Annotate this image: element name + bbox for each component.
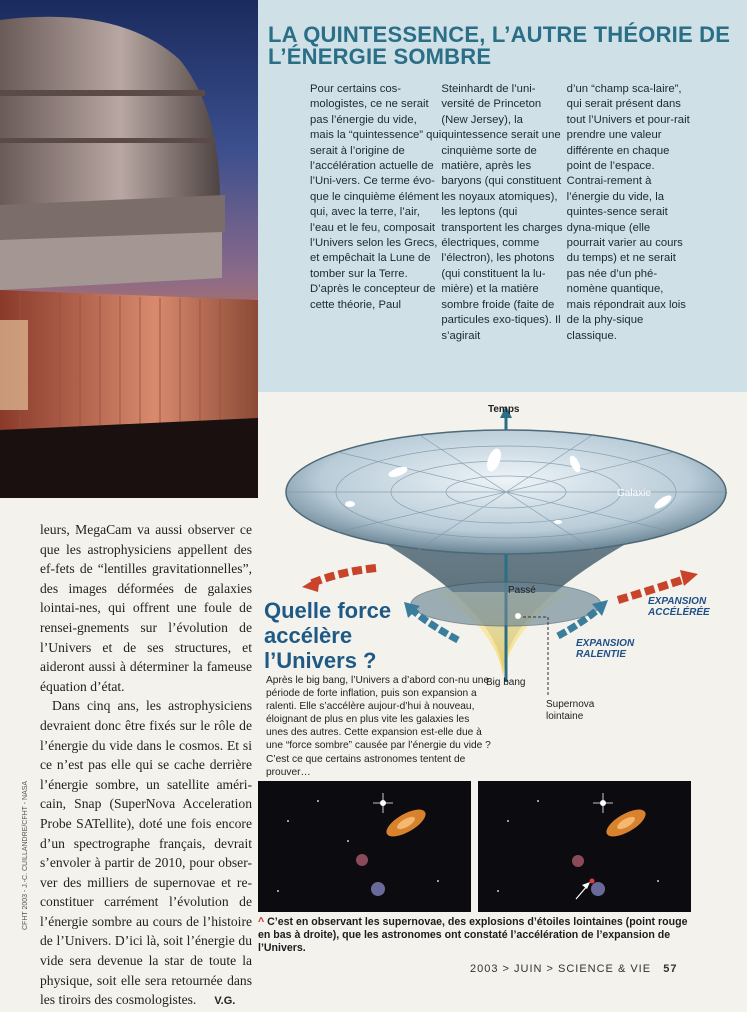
diagram-question-text: Après le big bang, l’Univers a d’abord con-nu une période de forte inflation, puis son expansion a ralenti. Elle s’accélère aujour-d’hui à nouveau, éloignant de plus en plus vite les galaxies les unes des autres. Cette expansion est-elle due à une “force sombre” causée par l’énergie du vide ? C’est ce que certains astronomes tentent de prouver…	[266, 675, 491, 778]
supernova-label: Supernova lointaine	[546, 699, 595, 722]
sidebar-title: LA QUINTESSENCE, L’AUTRE THÉORIE DE L’ÉNERGIE SOMBRE	[268, 22, 731, 69]
article-paragraph-2	[40, 696, 252, 1012]
article-paragraph-2-text: Dans cinq ans, les astrophysiciens devraient donc être fixés sur le rôle de l’énergie du vide dans le cosmos. Et si ce n’est pas elle qui se cache derrière l’énergie sombre, un satellite améri-cain, Snap (SuperNova Acceleration Probe SATellite), doté une fois encore d’un spectrographe français, devrait s’envoler à partir de 2010, pour obser-ver des milliers de supernovae et re-constituer carrément l’évolution de l’énergie sombre au cours de l’histoire de l’Univers. D’ici là, soit l’énergie du vide sera devenue la star de toute la physique, soit elle sera retournée dans les tiroirs des cosmologistes.	[40, 698, 252, 1008]
big-bang-label: Big bang	[486, 677, 526, 688]
sidebar-column-2: Steinhardt de l’uni-versité de Princeton (New Jersey), la quintessence serait une cinquième sorte de matière, après les baryons (qui constituent les noyaux atomiques), les leptons (qui transportent les charges électriques, comme l’électron), les photons (qui constituent la lu-mière) et la matière sombre froide (faite de particules exo-tiques). Il s’agirait	[441, 83, 563, 342]
sidebar-column-1: Pour certains cos-mologistes, ce ne serait pas l’énergie du vide, mais la “quintessence” qui serait à l’origine de l’accélération actuelle de l’Uni-vers. Ce terme évo-que le cinquième élément qui, avec la terre, l’air, l’eau et le feu, composait l’Univers selon les Grecs, et empêchait la Lune de tomber sur la Terre. D’après le concepteur de cette théorie, Paul	[310, 83, 442, 311]
past-label: Passé	[508, 585, 536, 596]
page-footer	[470, 963, 740, 975]
page-number: 57	[663, 963, 678, 975]
caret-up-icon: ^	[258, 916, 268, 928]
time-axis-label: Temps	[488, 404, 520, 415]
photo-caption-text: C’est en observant les supernovae, des explosions d’étoiles lointaines (point rouge en bas à droite), que les astronomes ont constaté l’accélération de l’expansion de l’Univers.	[258, 916, 688, 954]
slowed-expansion-label: EXPANSION RALENTIE	[576, 638, 635, 660]
article-signature: V.G.	[214, 995, 236, 1008]
supernova-photo-after	[478, 781, 691, 912]
photo-credit: CFHT 2003 - J.-C. CUILLANDRE/CFHT - NASA	[22, 780, 29, 930]
sidebar-columns	[310, 82, 690, 344]
footer-text: 2003 > JUIN > SCIENCE & VIE	[470, 963, 652, 975]
diagram-question-title: Quelle force accélère l’Univers ?	[264, 598, 392, 673]
sidebar-column-3: d’un “champ sca-laire”, qui serait présent dans tout l’Univers et pour-rait prendre une valeur différente en chaque point de l’espace. Contrai-rement à l’énergie du vide, la quintes-sence serait dyna-mique (elle pourrait varier au cours du temps) et ne serait pas née d’un phé-nomène quantique, mais répondrait aux lois de la phy-sique classique.	[566, 83, 690, 342]
article-paragraph-1: leurs, MegaCam va aussi observer ce que les astrophysiciens appellent des ef-fets de “lentilles gravitationnelles”, des images déformées de galaxies lointai-nes, qui offrent une foule de rensei-gnements sur l’évolution de l’Univers et de ses structures, et aideront aussi à déterminer la fameuse équation d’état.	[40, 522, 252, 694]
photo-caption	[258, 916, 698, 955]
galaxy-label: Galaxie	[617, 488, 651, 499]
accelerated-expansion-label: EXPANSION ACCÉLÉRÉE	[648, 596, 710, 618]
supernova-photo-before	[258, 781, 471, 912]
article-body	[40, 520, 252, 1012]
telescope-photo	[0, 0, 258, 498]
